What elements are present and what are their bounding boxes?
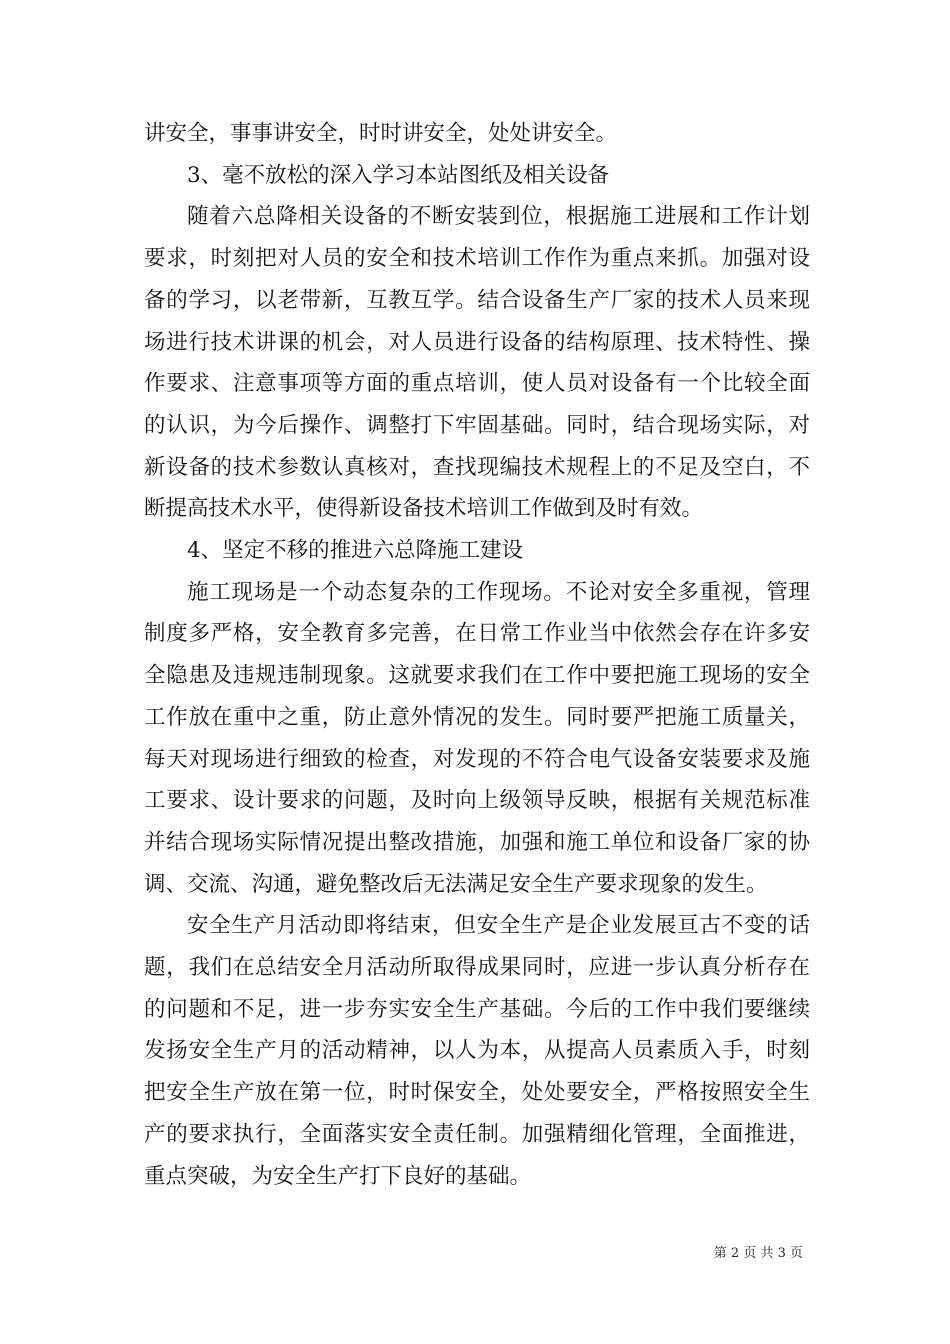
document-body <box>144 113 810 1197</box>
paragraph-continuation: 讲安全，事事讲安全，时时讲安全，处处讲安全。 <box>144 121 618 146</box>
paragraph-training: 随着六总降相关设备的不断安装到位，根据施工进展和工作计划要求，时刻把对人员的安全和技术培训工作作为重点来抓。加强对设备的学习，以老带新，互教互学。结合设备生产厂家的技术人员来现场进行技术讲课的机会，对人员进行设备的结构原理、技术特性、操作要求、注意事项等方面的重点培训，使人员对设备有一个比较全面的认识，为今后操作、调整打下牢固基础。同时，结合现场实际，对新设备的技术参数认真核对，查找现编技术规程上的不足及空白，不断提高技术水平，使得新设备技术培训工作做到及时有效。 <box>144 204 810 522</box>
page-number-footer: 第 2 页 共 3 页 <box>713 1246 803 1261</box>
section-heading-4: 4、坚定不移的推进六总降施工建设 <box>187 538 524 564</box>
paragraph-conclusion: 安全生产月活动即将结束，但安全生产是企业发展亘古不变的话题，我们在总结安全月活动所取得成果同时，应进一步认真分析存在的问题和不足，进一步夯实安全生产基础。今后的工作中我们要继续发扬安全生产月的活动精神，以人为本，从提高人员素质入手，时刻把安全生产放在第一位，时时保安全，处处要安全，严格按照安全生产的要求执行，全面落实安全责任制。加强精细化管理，全面推进，重点突破，为安全生产打下良好的基础。 <box>144 913 810 1189</box>
section-heading-3: 3、毫不放松的深入学习本站图纸及相关设备 <box>187 162 610 188</box>
paragraph-construction: 施工现场是一个动态复杂的工作现场。不论对安全多重视，管理制度多严格，安全教育多完善，在日常工作业当中依然会存在许多安全隐患及违规违制现象。这就要求我们在工作中要把施工现场的安全工作放在重中之重，防止意外情况的发生。同时要严把施工质量关，每天对现场进行细致的检查，对发现的不符合电气设备安装要求及施工要求、设计要求的问题，及时向上级领导反映，根据有关规范标准并结合现场实际情况提出整改措施，加强和施工单位和设备厂家的协调、交流、沟通，避免整改后无法满足安全生产要求现象的发生。 <box>144 579 810 897</box>
